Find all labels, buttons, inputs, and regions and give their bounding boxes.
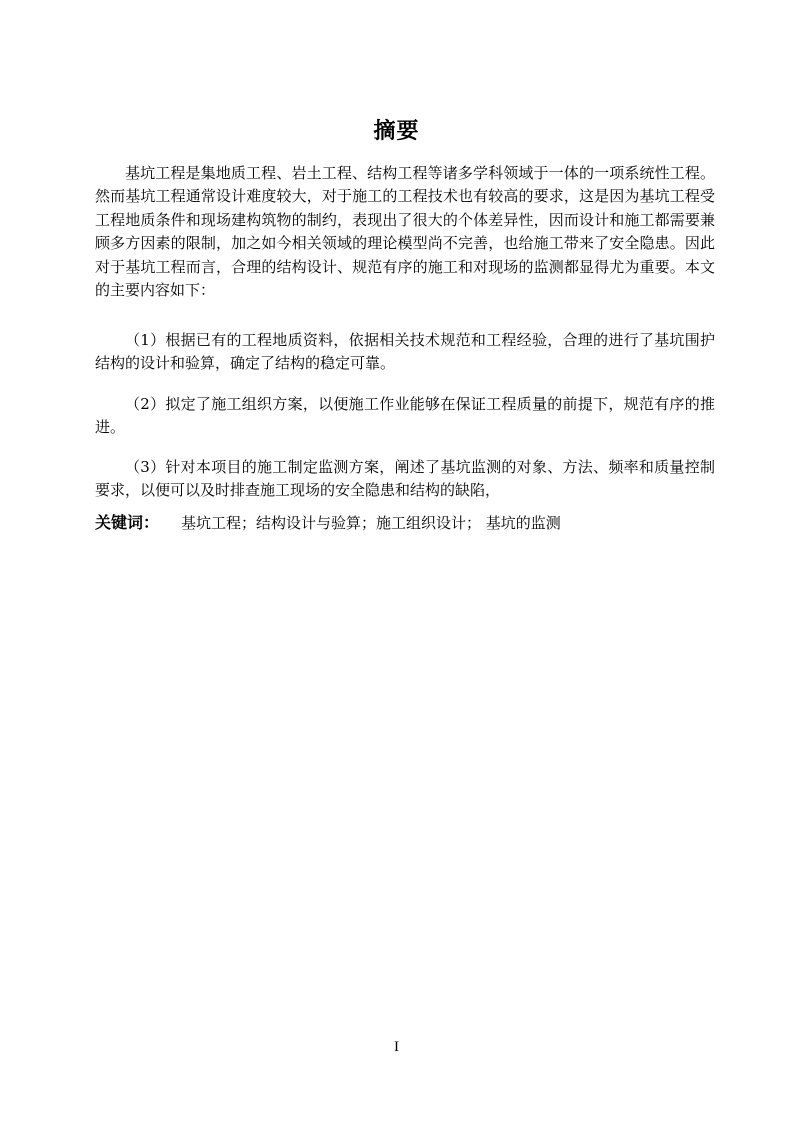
abstract-paragraph-item-2: （2）拟定了施工组织方案，以便施工作业能够在保证工程质量的前提下，规范有序的推进。 [95, 395, 715, 437]
keywords-label: 关键词： [95, 513, 160, 532]
keywords-line [95, 511, 715, 535]
abstract-paragraph-item-3: （3）针对本项目的施工制定监测方案，阐述了基坑监测的对象、方法、频率和质量控制要求，以便可以及时排查施工现场的安全隐患和结构的缺陷， [95, 458, 715, 500]
abstract-paragraph-intro: 基坑工程是集地质工程、岩土工程、结构工程等诸多学科领域于一体的一项系统性工程。然而基坑工程通常设计难度较大，对于施工的工程技术也有较高的要求，这是因为基坑工程受工程地质条件和现场建构筑物的制约，表现出了很大的个体差异性，因而设计和施工都需要兼顾多方因素的限制，加之如今相关领域的理论模型尚不完善，也给施工带来了安全隐患。因此对于基坑工程而言，合理的结构设计、规范有序的施工和对现场的监测都显得尤为重要。本文的主要内容如下： [95, 164, 715, 300]
abstract-title: 摘要 [373, 119, 420, 144]
keywords-value: 基坑工程；结构设计与验算；施工组织设计； 基坑的监测 [181, 514, 561, 532]
abstract-paragraph-item-1: （1）根据已有的工程地质资料，依据相关技术规范和工程经验，合理的进行了基坑围护结构的设计和验算，确定了结构的稳定可靠。 [95, 331, 715, 373]
page-number: I [394, 1039, 399, 1055]
